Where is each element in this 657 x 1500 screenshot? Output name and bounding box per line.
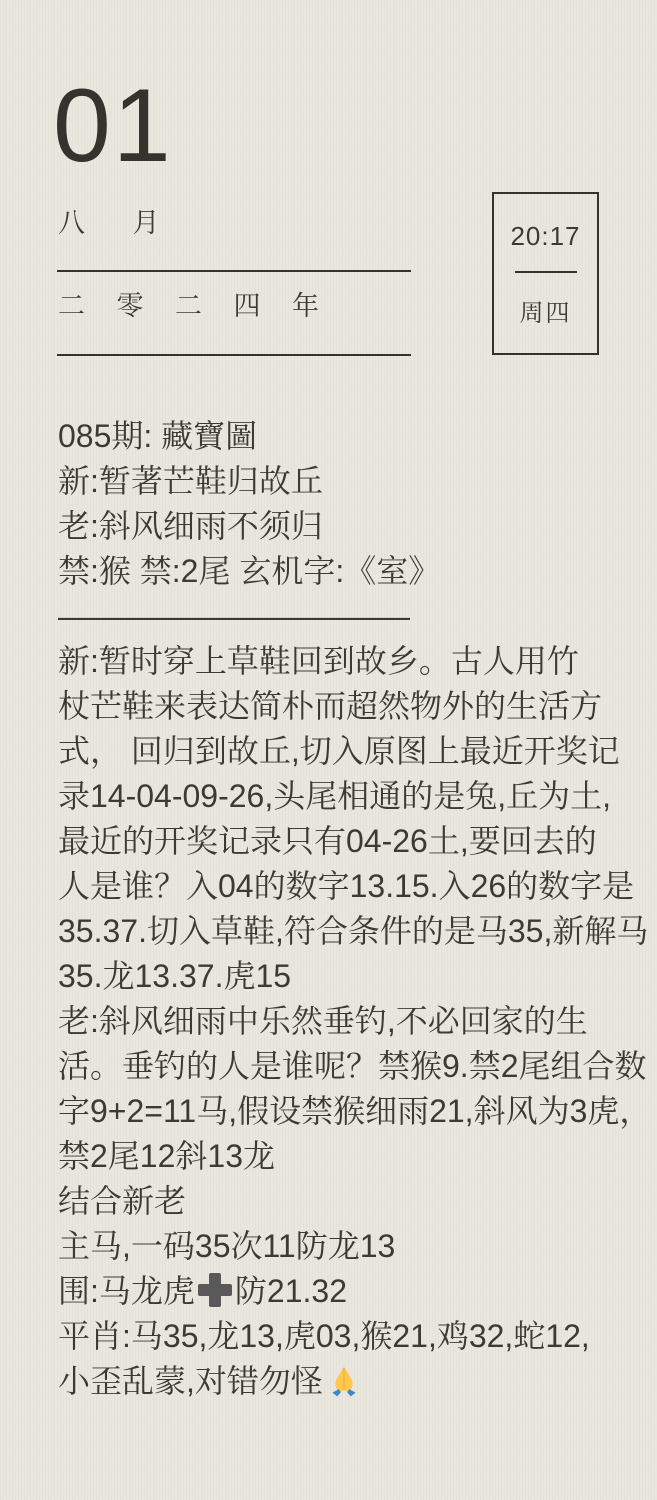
folded-hands-icon <box>327 1363 361 1397</box>
body-text-line: 字9+2=11马,假设禁猴细雨21,斜风为3虎， <box>58 1093 652 1129</box>
time-weekday-box <box>492 192 599 355</box>
issue-title-line: 085期: 藏寶圖 <box>58 418 258 454</box>
divider-line-top <box>57 270 411 272</box>
body-text-line: 新:暂时穿上草鞋回到故乡。古人用竹 <box>58 643 579 679</box>
wei-line: 围:马龙虎 防21.32 <box>58 1273 347 1309</box>
month-label: 八 月 <box>58 208 180 238</box>
body-text-line: 活。垂钓的人是谁呢？禁猴9.禁2尾组合数 <box>58 1048 647 1084</box>
body-text-line: 杖芒鞋来表达简朴而超然物外的生活方 <box>58 688 603 724</box>
body-text-line: 35.龙13.37.虎15 <box>58 958 292 994</box>
body-text-line: 平肖:马35,龙13,虎03,猴21,鸡32,蛇12, <box>58 1318 590 1354</box>
body-text-line: 人是谁？入04的数字13.15.入26的数字是 <box>58 868 635 904</box>
weekday-label: 周四 <box>519 300 572 327</box>
body-text-line: 禁:猴 禁:2尾 玄机字:《室》 <box>58 553 441 589</box>
time-label: 20:17 <box>510 221 581 251</box>
body-text-line: 式， 回归到故丘,切入原图上最近开奖记 <box>58 733 620 769</box>
body-text-line: 禁2尾12斜13龙 <box>58 1138 275 1174</box>
body-text-line: 老:斜风细雨中乐然垂钓,不必回家的生 <box>58 1003 588 1039</box>
closing-line: 小歪乱蒙,对错勿怪 <box>58 1359 651 1404</box>
separator-dashes: ——————————— <box>58 598 410 634</box>
body-text-line: 35.37.切入草鞋,符合条件的是马35,新解马 <box>58 913 649 949</box>
divider-line-bottom <box>57 354 411 356</box>
body-text-line: 新:暂著芒鞋归故丘 <box>58 463 323 499</box>
body-text-line: 结合新老 <box>58 1183 187 1219</box>
day-number: 01 <box>53 68 173 184</box>
body-text-line: 最近的开奖记录只有04-26土,要回去的 <box>58 823 597 859</box>
body-text-line: 主马,一码35次11防龙13 <box>58 1228 396 1264</box>
body-text-line: 老:斜风细雨不须归 <box>58 508 323 544</box>
heavy-plus-icon <box>198 1273 232 1307</box>
year-label: 二 零 二 四 年 <box>58 291 332 321</box>
time-divider-line <box>515 271 577 273</box>
body-text <box>58 414 651 1404</box>
body-text-line: 录14-04-09-26,头尾相通的是兔,丘为土, <box>58 778 612 814</box>
